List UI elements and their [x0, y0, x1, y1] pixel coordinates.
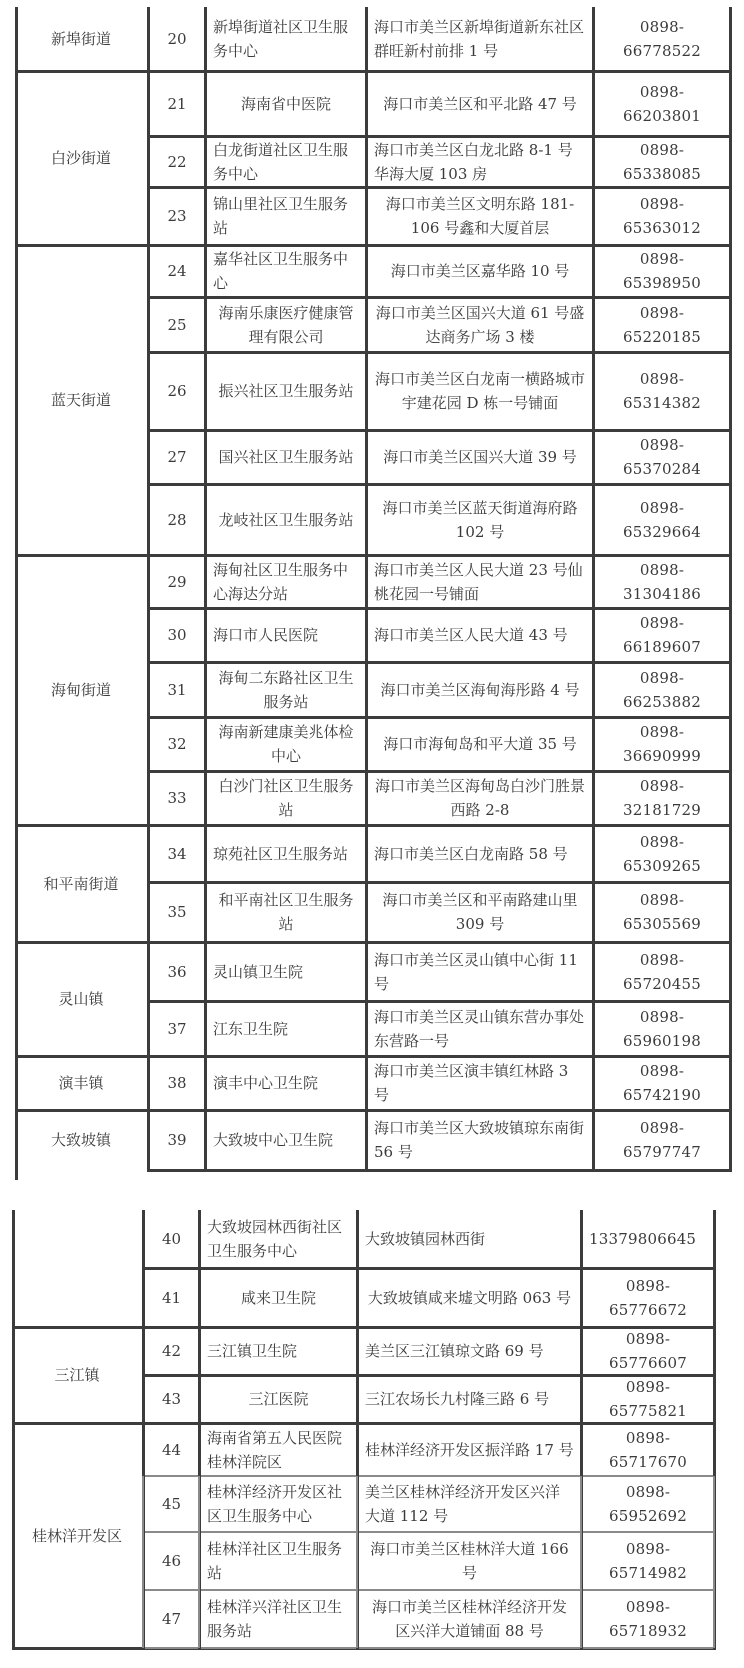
- row-number: 27: [167, 448, 187, 466]
- facility-address: 海口市美兰区人民大道 23 号仙桃花园一号铺面: [374, 560, 583, 603]
- row-number-cell: [145, 1476, 198, 1532]
- facility-phone: 0898-65742190: [623, 1062, 701, 1104]
- facility-name-cell: [201, 1268, 356, 1327]
- facility-name: 嘉华社区卫生服务中心: [213, 250, 349, 292]
- column-divider: [198, 1476, 200, 1648]
- facility-phone: 0898-66253882: [623, 668, 701, 711]
- facility-name: 灵山镇卫生院: [213, 962, 304, 981]
- district-name: 大致坡镇: [50, 1131, 111, 1149]
- facility-phone-cell: [583, 1268, 713, 1327]
- row-number-cell: [145, 1423, 198, 1476]
- facility-name-cell: [201, 1532, 356, 1590]
- facility-phone: 0898-65309265: [623, 832, 701, 875]
- facility-phone-cell: [583, 1423, 713, 1476]
- row-number: 46: [161, 1552, 182, 1570]
- column-divider: [356, 1476, 358, 1648]
- facility-phone: 0898-65718932: [609, 1598, 687, 1640]
- facility-address-cell: [359, 1210, 580, 1268]
- row-number: 23: [167, 207, 187, 225]
- facility-phone: 0898-65720455: [623, 950, 701, 993]
- facility-name: 大致坡中心卫生院: [213, 1131, 334, 1149]
- facility-phone-cell: [583, 1590, 713, 1648]
- facility-address: 海口市美兰区文明东路 181-106 号鑫和大厦首层: [385, 195, 575, 237]
- district-name: 三江镇: [54, 1366, 100, 1384]
- facility-phone-cell: [583, 1532, 713, 1590]
- row-divider: [142, 1326, 716, 1329]
- column-divider: [580, 1476, 582, 1648]
- facility-phone: 0898-65797747: [623, 1119, 701, 1161]
- facility-phone-cell: [583, 1327, 713, 1375]
- row-number: 45: [161, 1495, 182, 1513]
- row-number: 20: [167, 30, 187, 48]
- facility-address-cell: [359, 1327, 580, 1375]
- facility-name: 三江医院: [248, 1390, 309, 1408]
- facility-phone: 0898-65776672: [609, 1276, 687, 1319]
- facility-name: 龙岐社区卫生服务站: [218, 510, 354, 529]
- facility-address-cell: [359, 1476, 580, 1532]
- district-name: 灵山镇: [58, 990, 104, 1008]
- facility-address: 海口市美兰区新埠街道新东社区群旺新村前排 1 号: [374, 18, 585, 60]
- facility-name: 海南乐康医疗健康管理有限公司: [218, 303, 354, 346]
- facility-name: 振兴社区卫生服务站: [218, 382, 354, 400]
- facility-name: 咸来卫生院: [240, 1288, 316, 1307]
- column-divider: [12, 1210, 15, 1650]
- row-number: 32: [167, 735, 187, 753]
- facility-phone: 0898-32181729: [623, 777, 701, 819]
- facility-address: 海口市美兰区大致坡镇琼东南街 56 号: [374, 1119, 585, 1161]
- district-cell: [12, 1327, 142, 1423]
- row-number: 28: [167, 510, 187, 529]
- facility-phone-cell: [583, 1210, 713, 1268]
- row-number-cell: [145, 1590, 198, 1648]
- facility-phone: 0898-65314382: [623, 370, 701, 412]
- facility-name: 琼苑社区卫生服务站: [213, 844, 349, 863]
- facility-phone: 0898-65776607: [609, 1330, 687, 1372]
- facility-phone-cell: [583, 1375, 713, 1423]
- facility-address: 海口市海甸岛和平大道 35 号: [383, 735, 577, 753]
- facility-name: 白沙门社区卫生服务站: [218, 777, 354, 819]
- district-name: 海甸街道: [50, 681, 111, 699]
- district-name: 白沙街道: [50, 149, 111, 167]
- facility-phone: 0898-65960198: [623, 1007, 701, 1050]
- column-divider: [142, 1476, 144, 1648]
- facility-phone-cell: [583, 1476, 713, 1532]
- facility-address: 大致坡镇园林西街: [365, 1230, 486, 1248]
- row-number-cell: [145, 1327, 198, 1375]
- row-number: 22: [167, 152, 187, 171]
- facility-phone: 0898-36690999: [623, 723, 701, 765]
- facility-phone: 13379806645: [589, 1230, 697, 1248]
- row-number: 39: [167, 1131, 187, 1149]
- facility-phone: 0898-65305569: [623, 891, 701, 933]
- facility-phone: 0898-65363012: [623, 195, 701, 237]
- row-number: 26: [167, 382, 187, 400]
- facility-address-cell: [359, 1532, 580, 1590]
- facility-address: 海口市美兰区海甸岛白沙门胜景西路 2-8: [374, 777, 585, 819]
- facility-name: 海甸社区卫生服务中心海达分站: [213, 560, 349, 603]
- row-number: 40: [161, 1230, 182, 1248]
- row-number: 37: [167, 1019, 187, 1038]
- facility-phone: 0898-65775821: [609, 1378, 687, 1420]
- row-number: 24: [167, 262, 187, 280]
- facility-name: 桂林洋兴洋社区卫生服务站: [207, 1598, 343, 1640]
- facility-name: 海南省中医院: [240, 94, 331, 113]
- facility-name-cell: [201, 1375, 356, 1423]
- row-number: 29: [167, 572, 187, 591]
- row-divider: [142, 1267, 716, 1270]
- facility-name: 白龙街道社区卫生服务中心: [213, 140, 349, 183]
- facility-phone: 0898-65952692: [609, 1483, 687, 1525]
- facility-address: 海口市美兰区白龙北路 8-1 号华海大厦 103 房: [374, 140, 573, 183]
- district-cell: [12, 1423, 142, 1648]
- row-number: 30: [167, 626, 187, 644]
- facility-address: 海口市美兰区演丰镇红林路 3 号: [374, 1062, 569, 1104]
- row-number-cell: [145, 1268, 198, 1327]
- row-divider: [142, 1589, 716, 1591]
- facility-address: 海口市美兰区和平北路 47 号: [383, 94, 577, 113]
- facility-phone: 0898-65398950: [623, 250, 701, 292]
- row-number: 38: [167, 1074, 187, 1092]
- facility-phone: 0898-66203801: [623, 82, 701, 125]
- facility-address: 海口市美兰区国兴大道 61 号盛达商务广场 3 楼: [375, 303, 585, 346]
- facility-name: 和平南社区卫生服务站: [218, 891, 354, 933]
- facility-name: 海口市人民医院: [213, 626, 319, 644]
- facility-address: 海口市美兰区白龙南一横路城市宇建花园 D 栋一号铺面: [374, 370, 585, 412]
- row-divider: [142, 1531, 716, 1533]
- facility-name-cell: [201, 1590, 356, 1648]
- district-name: 蓝天街道: [50, 391, 111, 409]
- facility-address: 海口市美兰区桂林洋大道 166 号: [370, 1540, 569, 1582]
- table-bottom-border: [142, 1647, 716, 1649]
- district-name: 新埠街道: [50, 30, 111, 48]
- facility-address: 海口市美兰区灵山镇东营办事处东营路一号: [374, 1007, 585, 1050]
- facility-address: 桂林洋经济开发区振洋路 17 号: [365, 1440, 574, 1459]
- facility-address: 三江农场长九村隆三路 6 号: [365, 1390, 550, 1408]
- column-divider: [713, 1476, 715, 1648]
- facility-address: 大致坡镇咸来墟文明路 063 号: [367, 1288, 572, 1307]
- facility-name: 演丰中心卫生院: [213, 1074, 319, 1092]
- facility-phone: 0898-65338085: [623, 140, 701, 183]
- facility-name-cell: [201, 1423, 356, 1476]
- facility-name: 锦山里社区卫生服务站: [213, 195, 349, 237]
- row-number: 21: [167, 94, 187, 113]
- row-number: 42: [161, 1342, 182, 1360]
- row-number-cell: [145, 1532, 198, 1590]
- row-number: 35: [167, 903, 187, 921]
- facility-address: 海口市美兰区灵山镇中心街 11 号: [374, 950, 578, 993]
- facility-name-cell: [201, 1476, 356, 1532]
- facility-phone: 0898-66778522: [623, 18, 701, 60]
- facility-name: 新埠街道社区卫生服务中心: [213, 18, 349, 60]
- district-name: 演丰镇: [58, 1074, 104, 1092]
- row-number: 43: [161, 1390, 182, 1408]
- row-divider: [142, 1374, 716, 1377]
- facility-phone: 0898-65370284: [623, 436, 701, 478]
- row-number: 31: [167, 680, 187, 699]
- facility-name: 海甸二东路社区卫生服务站: [218, 668, 354, 711]
- row-number: 33: [167, 789, 187, 807]
- row-number: 41: [161, 1288, 182, 1307]
- facility-name-cell: [201, 1327, 356, 1375]
- row-divider: [142, 1475, 716, 1477]
- row-number: 25: [167, 315, 187, 334]
- facility-address-cell: [359, 1375, 580, 1423]
- facility-address: 海口市美兰区白龙南路 58 号: [374, 844, 568, 863]
- facility-address: 海口市美兰区和平南路建山里 309 号: [382, 891, 578, 933]
- facility-phone: 0898-31304186: [623, 560, 701, 603]
- row-number: 34: [167, 844, 187, 863]
- row-number-cell: [145, 1375, 198, 1423]
- row-number: 36: [167, 962, 187, 981]
- district-cell: [12, 1210, 142, 1327]
- facility-address: 美兰区三江镇琼文路 69 号: [365, 1342, 544, 1360]
- row-number: 47: [161, 1610, 182, 1628]
- row-divider: [142, 1422, 716, 1425]
- facility-name: 海南省第五人民医院桂林洋院区: [207, 1428, 343, 1471]
- facility-address: 海口市美兰区国兴大道 39 号: [383, 448, 577, 466]
- facility-phone: 0898-65714982: [609, 1540, 687, 1582]
- facility-name-cell: [201, 1210, 356, 1268]
- facility-address: 海口市美兰区桂林洋经济开发区兴洋大道铺面 88 号: [371, 1598, 567, 1640]
- facility-address: 美兰区桂林洋经济开发区兴洋大道 112 号: [365, 1483, 561, 1525]
- facility-phone: 0898-65717670: [609, 1428, 687, 1471]
- district-name: 和平南街道: [43, 874, 119, 893]
- facility-address: 海口市美兰区人民大道 43 号: [374, 626, 568, 644]
- facility-name: 国兴社区卫生服务站: [218, 448, 354, 466]
- facility-phone: 0898-66189607: [623, 614, 701, 656]
- facility-name: 江东卫生院: [213, 1019, 289, 1038]
- facility-name: 桂林洋经济开发区社区卫生服务中心: [207, 1483, 343, 1525]
- facility-address-cell: [359, 1268, 580, 1327]
- district-name: 桂林洋开发区: [31, 1526, 122, 1545]
- facility-address: 海口市美兰区蓝天街道海府路 102 号: [382, 498, 578, 541]
- facility-name: 三江镇卫生院: [207, 1342, 298, 1360]
- facility-address: 海口市美兰区海甸海彤路 4 号: [380, 680, 580, 699]
- facility-address: 海口市美兰区嘉华路 10 号: [390, 262, 570, 280]
- row-number: 44: [161, 1440, 182, 1459]
- row-number-cell: [145, 1210, 198, 1268]
- facility-name: 桂林洋社区卫生服务站: [207, 1540, 343, 1582]
- facility-name: 大致坡园林西街社区卫生服务中心: [207, 1218, 343, 1260]
- facility-phone: 0898-65220185: [623, 303, 701, 346]
- facility-name: 海南新建康美兆体检中心: [218, 723, 354, 765]
- facility-address-cell: [359, 1423, 580, 1476]
- facility-phone: 0898-65329664: [623, 498, 701, 541]
- facility-address-cell: [359, 1590, 580, 1648]
